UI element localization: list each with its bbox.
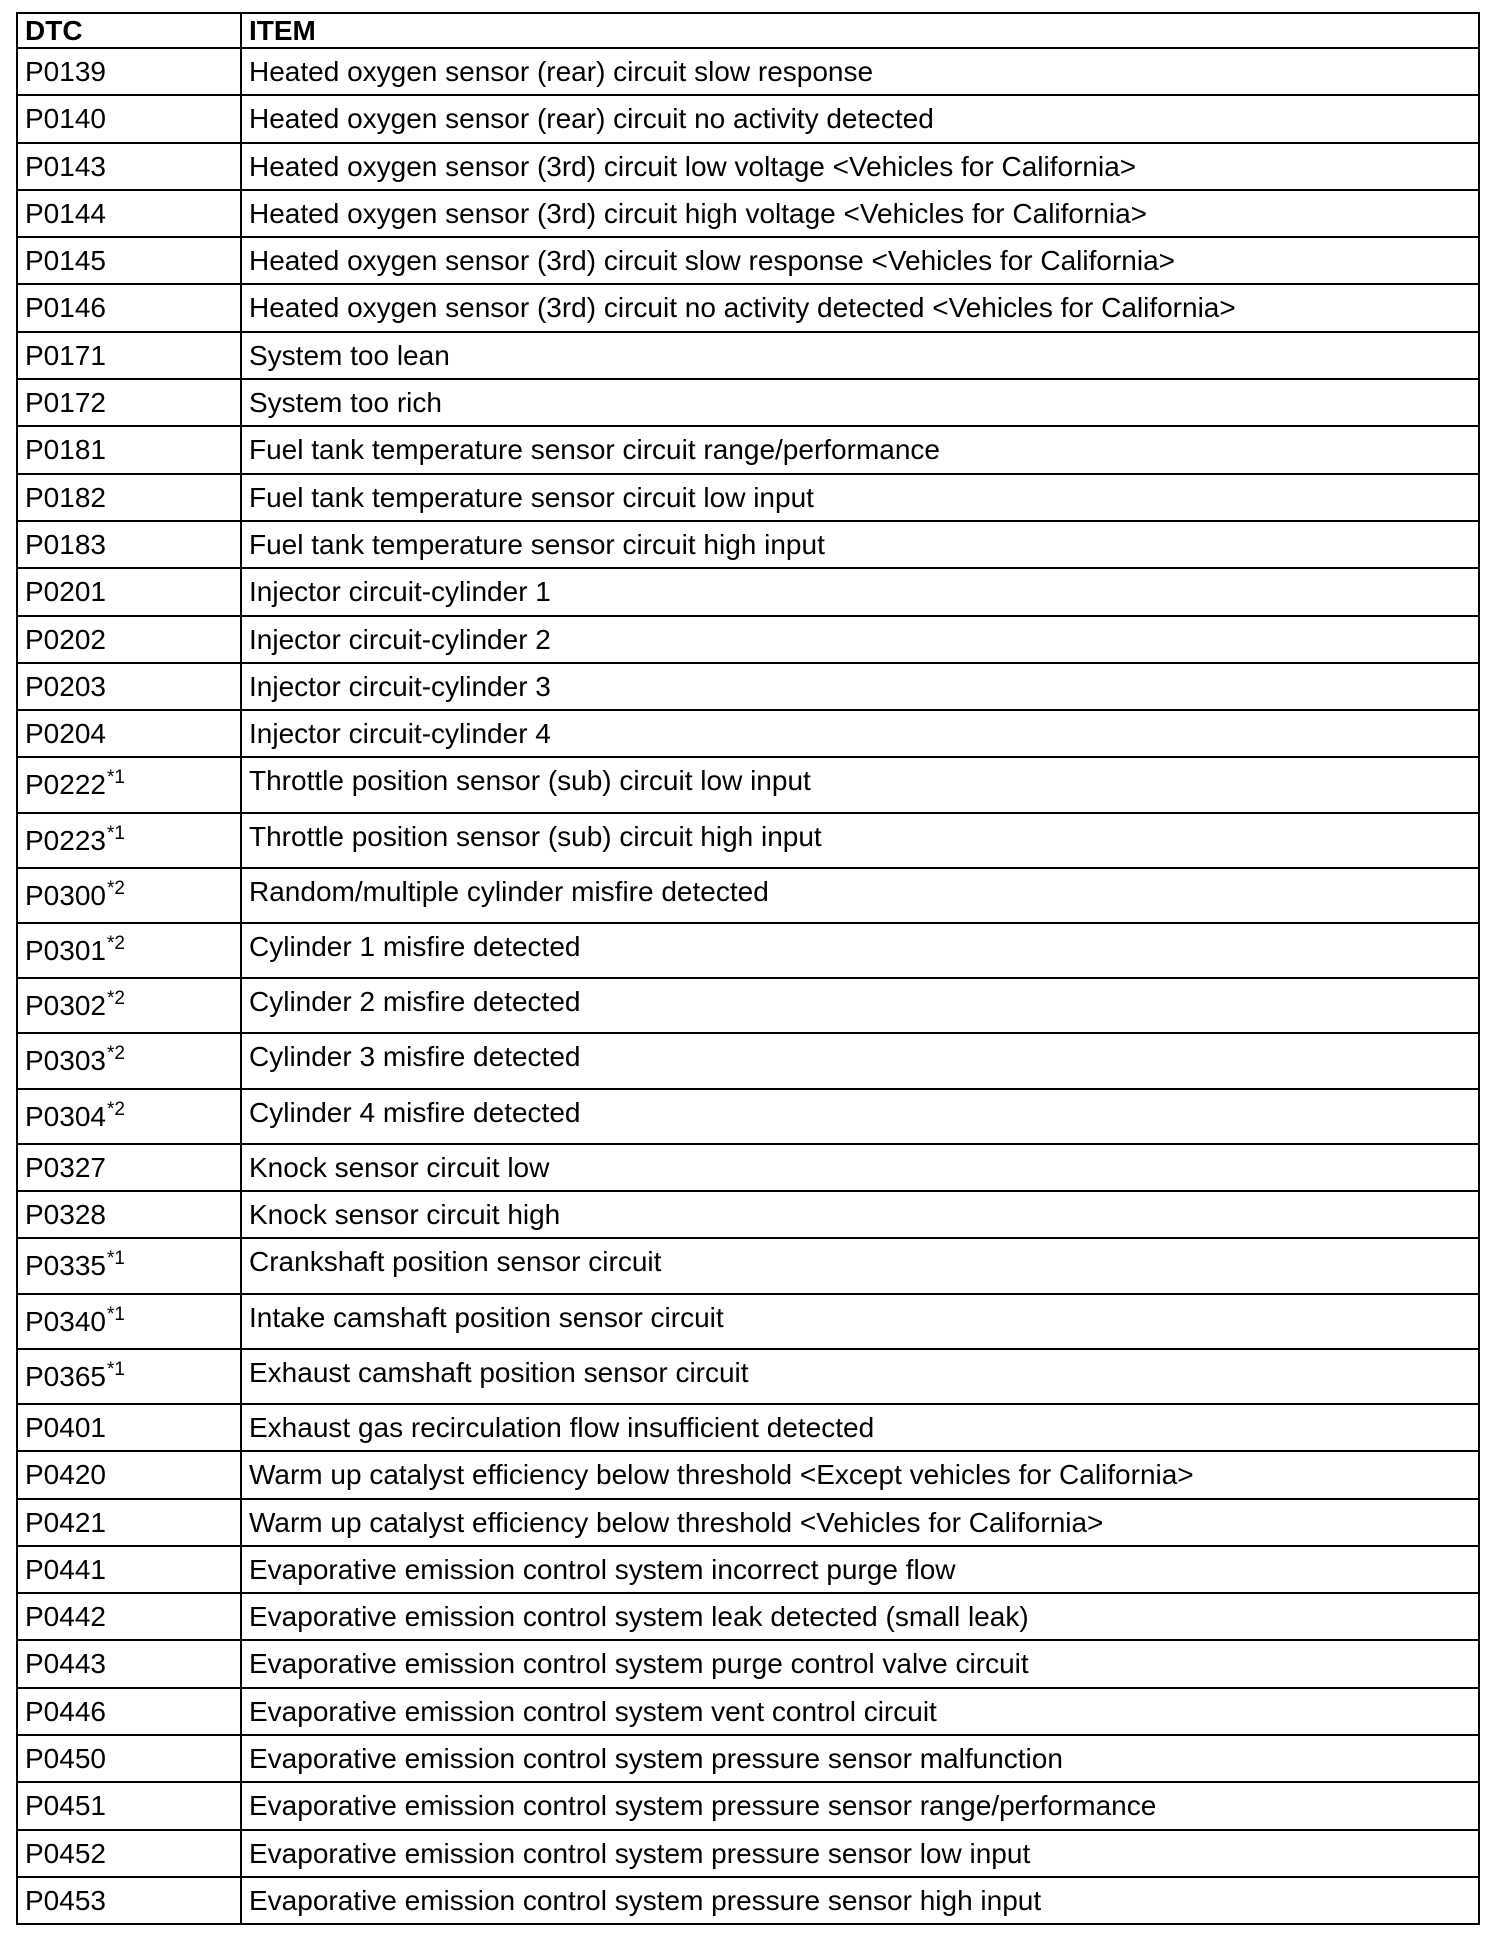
dtc-code: P0146 (25, 292, 106, 324)
dtc-item-cell: Throttle position sensor (sub) circuit high input (241, 813, 1479, 868)
table-row (17, 1404, 1479, 1451)
dtc-code: P0203 (25, 670, 106, 702)
dtc-code-cell (17, 923, 241, 978)
dtc-item-cell: System too rich (241, 379, 1479, 426)
footnote-mark: *2 (106, 988, 125, 1010)
dtc-item-cell: Exhaust gas recirculation flow insufficient detected (241, 1404, 1479, 1451)
dtc-item-cell: Evaporative emission control system pressure sensor malfunction (241, 1735, 1479, 1782)
dtc-code: P0143 (25, 150, 106, 182)
table-row (17, 332, 1479, 379)
dtc-code-cell (17, 710, 241, 757)
footnote-mark: *2 (106, 877, 125, 899)
header-item: ITEM (241, 13, 1479, 48)
dtc-code-cell (17, 568, 241, 615)
dtc-code: P0420 (25, 1459, 106, 1491)
dtc-code: P0327 (25, 1151, 106, 1183)
dtc-code: P0421 (25, 1506, 106, 1538)
dtc-item-cell: Evaporative emission control system pressure sensor range/performance (241, 1782, 1479, 1829)
table-row (17, 1451, 1479, 1498)
dtc-code-cell (17, 474, 241, 521)
dtc-item-cell: Heated oxygen sensor (rear) circuit slow response (241, 48, 1479, 95)
dtc-code-cell (17, 190, 241, 237)
footnote-mark: *1 (106, 767, 125, 789)
dtc-item-cell: Exhaust camshaft position sensor circuit (241, 1349, 1479, 1404)
table-row (17, 1593, 1479, 1640)
dtc-code: P0335 (25, 1250, 106, 1282)
dtc-item-cell: Evaporative emission control system pressure sensor high input (241, 1877, 1479, 1924)
dtc-code: P0171 (25, 339, 106, 371)
dtc-item-cell: Knock sensor circuit low (241, 1144, 1479, 1191)
dtc-code-cell (17, 1238, 241, 1293)
table-row (17, 1640, 1479, 1687)
dtc-code-cell (17, 663, 241, 710)
dtc-code-cell (17, 1735, 241, 1782)
dtc-code: P0223 (25, 824, 106, 856)
dtc-code: P0365 (25, 1360, 106, 1392)
dtc-code: P0222 (25, 769, 106, 801)
dtc-item-cell: Cylinder 2 misfire detected (241, 978, 1479, 1033)
dtc-code-cell (17, 1404, 241, 1451)
dtc-code-cell (17, 1782, 241, 1829)
footnote-mark: *1 (106, 1248, 125, 1270)
dtc-code: P0182 (25, 481, 106, 513)
dtc-code: P0328 (25, 1199, 106, 1231)
dtc-code-cell (17, 1688, 241, 1735)
table-row (17, 1144, 1479, 1191)
dtc-item-cell: Throttle position sensor (sub) circuit low input (241, 757, 1479, 812)
dtc-code-cell (17, 1191, 241, 1238)
dtc-code-cell (17, 332, 241, 379)
dtc-item-cell: Heated oxygen sensor (rear) circuit no activity detected (241, 95, 1479, 142)
table-row (17, 379, 1479, 426)
dtc-code-cell (17, 1877, 241, 1924)
dtc-code-cell (17, 1640, 241, 1687)
dtc-table (16, 12, 1480, 1925)
table-row (17, 1499, 1479, 1546)
dtc-item-cell: Cylinder 4 misfire detected (241, 1089, 1479, 1144)
table-row (17, 663, 1479, 710)
table-row (17, 1782, 1479, 1829)
dtc-item-cell: Random/multiple cylinder misfire detected (241, 868, 1479, 923)
dtc-code: P0441 (25, 1553, 106, 1585)
dtc-code: P0181 (25, 434, 106, 466)
dtc-code-cell (17, 95, 241, 142)
table-row (17, 978, 1479, 1033)
table-row (17, 190, 1479, 237)
dtc-item-cell: Evaporative emission control system pressure sensor low input (241, 1830, 1479, 1877)
table-row (17, 95, 1479, 142)
dtc-item-cell: Heated oxygen sensor (3rd) circuit no activity detected <Vehicles for California> (241, 284, 1479, 331)
dtc-item-cell: Evaporative emission control system leak detected (small leak) (241, 1593, 1479, 1640)
dtc-code: P0172 (25, 387, 106, 419)
dtc-document (16, 12, 1478, 1925)
dtc-code-cell (17, 1294, 241, 1349)
dtc-code: P0302 (25, 990, 106, 1022)
dtc-item-cell: Fuel tank temperature sensor circuit range/performance (241, 426, 1479, 473)
table-row (17, 1033, 1479, 1088)
dtc-item-cell: Evaporative emission control system vent control circuit (241, 1688, 1479, 1735)
table-row (17, 616, 1479, 663)
table-row (17, 710, 1479, 757)
dtc-code: P0450 (25, 1743, 106, 1774)
table-row (17, 237, 1479, 284)
dtc-code: P0144 (25, 197, 106, 229)
dtc-code-cell (17, 143, 241, 190)
table-row (17, 1735, 1479, 1782)
dtc-code-cell (17, 1144, 241, 1191)
dtc-item-cell: System too lean (241, 332, 1479, 379)
dtc-code: P0453 (25, 1884, 106, 1916)
dtc-item-cell: Heated oxygen sensor (3rd) circuit high voltage <Vehicles for California> (241, 190, 1479, 237)
footnote-mark: *1 (106, 1303, 125, 1325)
dtc-code: P0201 (25, 576, 106, 608)
table-row (17, 48, 1479, 95)
table-row (17, 1349, 1479, 1404)
dtc-item-cell: Injector circuit-cylinder 3 (241, 663, 1479, 710)
table-row (17, 1546, 1479, 1593)
dtc-item-cell: Heated oxygen sensor (3rd) circuit slow response <Vehicles for California> (241, 237, 1479, 284)
table-row (17, 1191, 1479, 1238)
dtc-item-cell: Fuel tank temperature sensor circuit low input (241, 474, 1479, 521)
dtc-code: P0303 (25, 1045, 106, 1077)
dtc-item-cell: Crankshaft position sensor circuit (241, 1238, 1479, 1293)
dtc-code: P0145 (25, 245, 106, 277)
dtc-item-cell: Fuel tank temperature sensor circuit high input (241, 521, 1479, 568)
footnote-mark: *1 (106, 1358, 125, 1380)
dtc-code: P0139 (25, 56, 106, 87)
dtc-code-cell (17, 284, 241, 331)
dtc-item-cell: Injector circuit-cylinder 4 (241, 710, 1479, 757)
table-row (17, 813, 1479, 868)
dtc-code-cell (17, 1499, 241, 1546)
dtc-code: P0204 (25, 718, 106, 750)
footnote-mark: *2 (106, 1043, 125, 1065)
table-row (17, 1830, 1479, 1877)
dtc-item-cell: Intake camshaft position sensor circuit (241, 1294, 1479, 1349)
dtc-code: P0442 (25, 1601, 106, 1633)
table-row (17, 1294, 1479, 1349)
footnote-mark: *2 (106, 1098, 125, 1120)
dtc-code-cell (17, 868, 241, 923)
dtc-code: P0446 (25, 1695, 106, 1727)
dtc-code: P0140 (25, 103, 106, 135)
table-row (17, 143, 1479, 190)
dtc-code: P0300 (25, 879, 106, 911)
dtc-item-cell: Cylinder 3 misfire detected (241, 1033, 1479, 1088)
dtc-code: P0301 (25, 935, 106, 967)
dtc-code: P0183 (25, 528, 106, 560)
dtc-code-cell (17, 1593, 241, 1640)
dtc-code: P0451 (25, 1790, 106, 1822)
dtc-item-cell: Cylinder 1 misfire detected (241, 923, 1479, 978)
footnote-mark: *1 (106, 822, 125, 844)
table-row (17, 521, 1479, 568)
table-row (17, 284, 1479, 331)
table-row (17, 1688, 1479, 1735)
table-row (17, 1877, 1479, 1924)
dtc-item-cell: Injector circuit-cylinder 2 (241, 616, 1479, 663)
dtc-code: P0304 (25, 1100, 106, 1132)
dtc-code-cell (17, 237, 241, 284)
dtc-item-cell: Injector circuit-cylinder 1 (241, 568, 1479, 615)
dtc-code: P0340 (25, 1305, 106, 1337)
table-row (17, 868, 1479, 923)
table-row (17, 757, 1479, 812)
footnote-mark: *2 (106, 933, 125, 955)
dtc-item-cell: Knock sensor circuit high (241, 1191, 1479, 1238)
dtc-code-cell (17, 1830, 241, 1877)
dtc-code-cell (17, 1546, 241, 1593)
dtc-code-cell (17, 813, 241, 868)
dtc-code-cell (17, 379, 241, 426)
table-row (17, 568, 1479, 615)
dtc-item-cell: Warm up catalyst efficiency below threshold <Vehicles for California> (241, 1499, 1479, 1546)
table-row (17, 1238, 1479, 1293)
dtc-item-cell: Heated oxygen sensor (3rd) circuit low voltage <Vehicles for California> (241, 143, 1479, 190)
dtc-code: P0443 (25, 1648, 106, 1680)
dtc-code-cell (17, 1089, 241, 1144)
table-row (17, 426, 1479, 473)
dtc-code-cell (17, 978, 241, 1033)
dtc-code: P0452 (25, 1837, 106, 1869)
header-dtc: DTC (17, 13, 241, 48)
dtc-code-cell (17, 1451, 241, 1498)
dtc-code-cell (17, 521, 241, 568)
dtc-item-cell: Evaporative emission control system purge control valve circuit (241, 1640, 1479, 1687)
table-row (17, 1089, 1479, 1144)
dtc-code-cell (17, 426, 241, 473)
dtc-code-cell (17, 48, 241, 95)
table-row (17, 474, 1479, 521)
dtc-item-cell: Warm up catalyst efficiency below threshold <Except vehicles for California> (241, 1451, 1479, 1498)
dtc-code-cell (17, 757, 241, 812)
table-header-row (17, 13, 1479, 48)
dtc-item-cell: Evaporative emission control system incorrect purge flow (241, 1546, 1479, 1593)
dtc-code-cell (17, 1033, 241, 1088)
dtc-code-cell (17, 1349, 241, 1404)
dtc-code-cell (17, 616, 241, 663)
table-row (17, 923, 1479, 978)
dtc-code: P0202 (25, 623, 106, 655)
table-body (17, 48, 1479, 1924)
dtc-code: P0401 (25, 1411, 106, 1443)
